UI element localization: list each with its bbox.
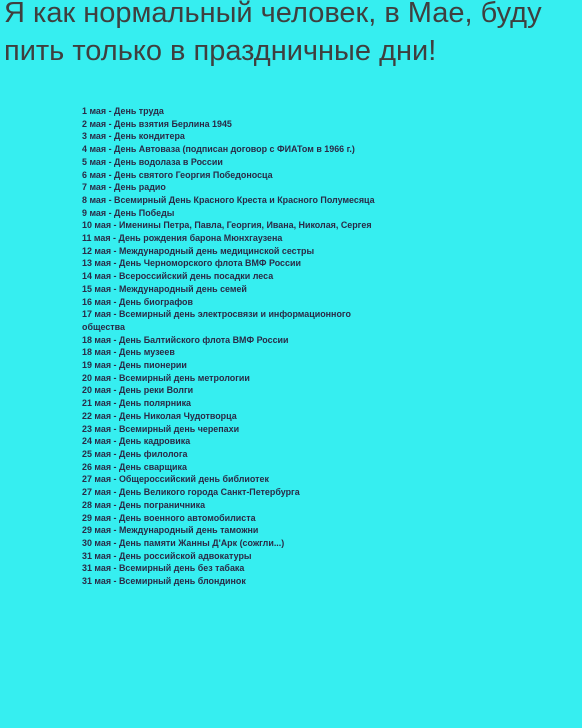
holiday-item: 5 мая - День водолаза в России — [82, 156, 223, 168]
holiday-list — [82, 106, 522, 589]
holiday-item: 20 мая - День реки Волги — [82, 385, 194, 397]
holiday-item: 19 мая - День пионерии — [82, 360, 187, 372]
holiday-item: 24 мая - День кадровика — [82, 436, 191, 448]
holiday-item: 4 мая - День Автоваза (подписан договор с ФИАТом в 1966 г.) — [82, 144, 355, 156]
holiday-item: 3 мая - День кондитера — [82, 131, 185, 143]
holiday-item: 14 мая - Всероссийский день посадки леса — [82, 271, 274, 283]
holiday-item: 27 мая - Общероссийский день библиотек — [82, 474, 269, 486]
holiday-item: 18 мая - День музеев — [82, 347, 175, 359]
holiday-item: 31 мая - Всемирный день блондинок — [82, 576, 246, 588]
holiday-item: 30 мая - День памяти Жанны Д'Арк (сожгли...) — [82, 537, 285, 549]
holiday-item: 27 мая - День Великого города Санкт-Петербурга — [82, 487, 300, 499]
holiday-item: 29 мая - День военного автомобилиста — [82, 512, 256, 524]
caption-line-2: пить только в праздничные дни! — [4, 35, 437, 67]
holiday-item: 26 мая - День сварщика — [82, 461, 187, 473]
holiday-item: 23 мая - Всемирный день черепахи — [82, 423, 240, 435]
holiday-item: 31 мая - Всемирный день без табака — [82, 563, 245, 575]
holiday-item: 9 мая - День Победы — [82, 207, 175, 219]
holiday-item: 29 мая - Международный день таможни — [82, 525, 259, 537]
holiday-item: 16 мая - День биографов — [82, 296, 193, 308]
holiday-item: 1 мая - День труда — [82, 106, 164, 117]
holiday-item: 17 мая - Всемирный день электросвязи и информационного — [82, 309, 351, 321]
holiday-item: 11 мая - День рождения барона Мюнхгаузена — [82, 233, 283, 245]
holiday-item: 10 мая - Именины Петра, Павла, Георгия, Ивана, Николая, Сергея — [82, 220, 372, 232]
holiday-item: 20 мая - Всемирный день метрологии — [82, 372, 250, 384]
holiday-item: 12 мая - Международный день медицинской сестры — [82, 245, 315, 257]
holiday-item: 31 мая - День российской адвокатуры — [82, 550, 252, 562]
holiday-item: 6 мая - День святого Георгия Победоносца — [82, 169, 273, 181]
holiday-item: 25 мая - День филолога — [82, 448, 188, 460]
holiday-item: 7 мая - День радио — [82, 182, 166, 194]
holiday-item: 21 мая - День полярника — [82, 398, 192, 410]
holiday-item: 22 мая - День Николая Чудотворца — [82, 410, 237, 422]
holiday-item: 15 мая - Международный день семей — [82, 283, 247, 295]
holiday-item: общества — [82, 321, 125, 333]
holiday-item: 13 мая - День Черноморского флота ВМФ России — [82, 258, 301, 270]
holiday-item: 28 мая - День пограничника — [82, 499, 206, 511]
meme-caption — [4, 0, 582, 70]
caption-line-1: Я как нормальный человек, в Мае, буду — [4, 0, 542, 29]
holiday-item: 18 мая - День Балтийского флота ВМФ России — [82, 334, 289, 346]
holiday-item: 2 мая - День взятия Берлина 1945 — [82, 118, 232, 130]
holiday-item: 8 мая - Всемирный День Красного Креста и Красного Полумесяца — [82, 194, 375, 206]
